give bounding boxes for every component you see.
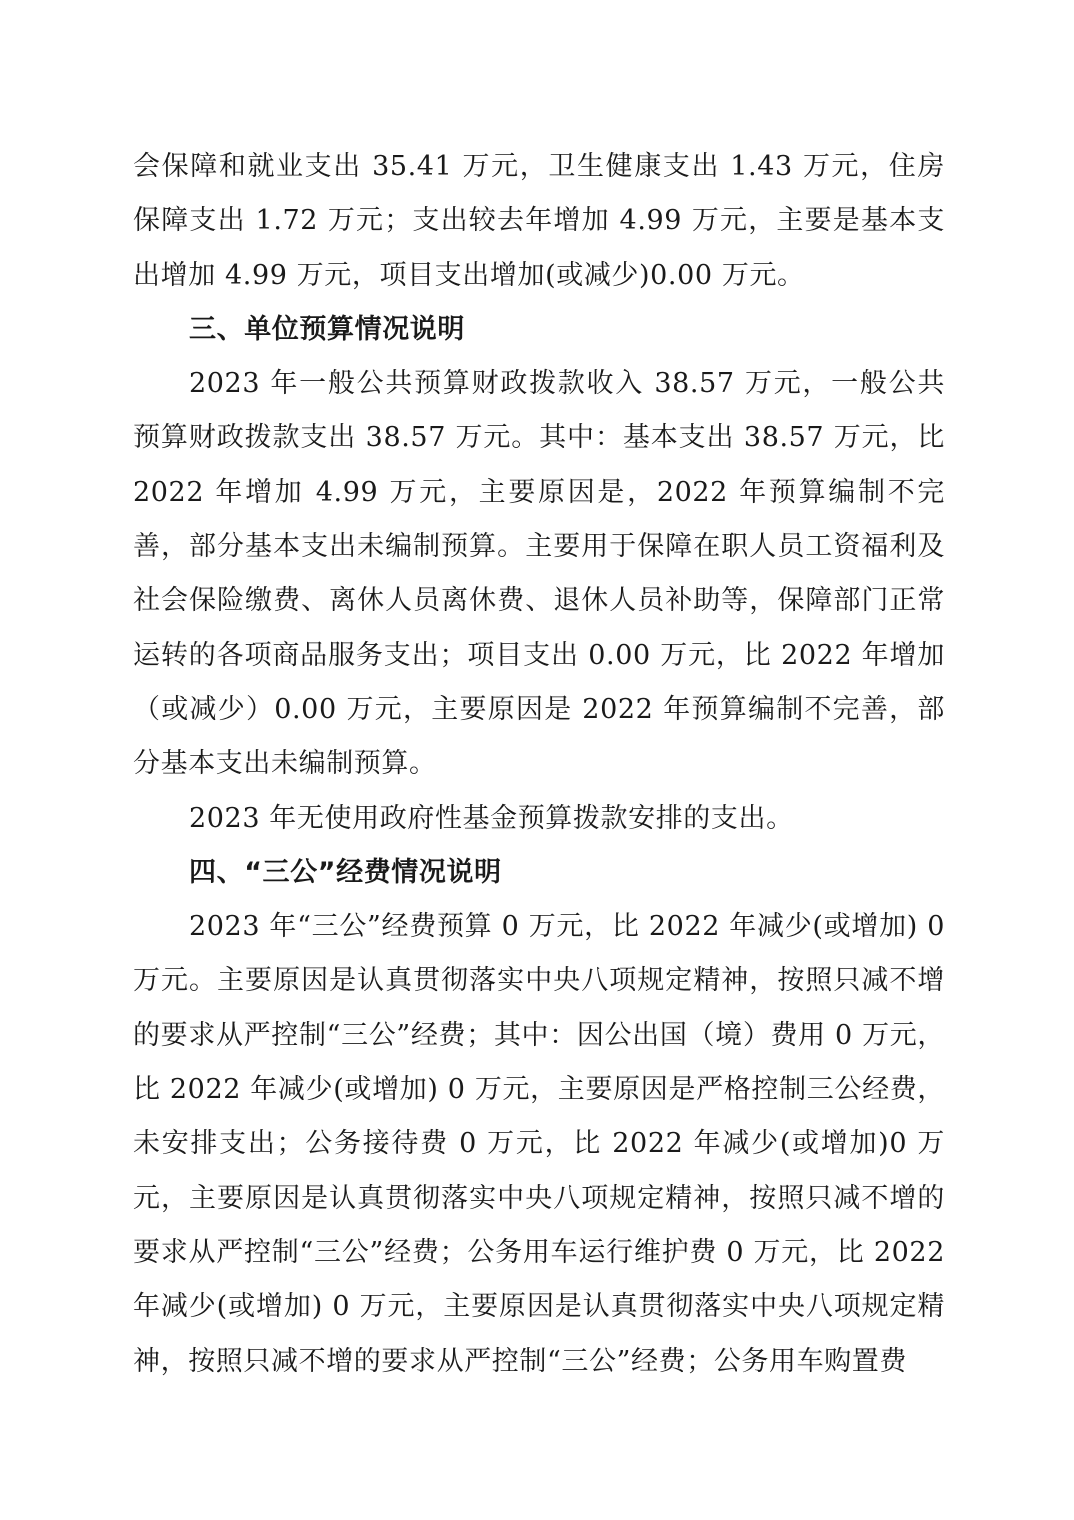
paragraph-three-public-expenses: 2023 年“三公”经费预算 0 万元，比 2022 年减少(或增加) 0 万元。主要原因是认真贯彻落实中央八项规定精神，按照只减不增的要求从严控制“三公”经费；其中：因公出国（境）费用 0 万元，比 2022 年减少(或增加) 0 万元，主要原因是严格控制三公经费，未安排支出；公务接待费 0 万元，比 2022 年减少(或增加)0 万元，主要原因是认真贯彻落实中央八项规定精神，按照只减不增的要求从严控制“三公”经费；公务用车运行维护费 0 万元，比 2022 年减少(或增加) 0 万元，主要原因是认真贯彻落实中央八项规定精神，按照只减不增的要求从严控制“三公”经费；公务用车购置费 <box>133 911 945 1377</box>
section-heading-3: 三、单位预算情况说明 <box>189 313 465 345</box>
paragraph-continued: 会保障和就业支出 35.41 万元，卫生健康支出 1.43 万元，住房保障支出 1.72 万元；支出较去年增加 4.99 万元，主要是基本支出增加 4.99 万元，项目支出增加(或减少)0.00 万元。 <box>133 151 945 291</box>
document-body <box>133 140 945 1389</box>
paragraph-fund-budget: 2023 年无使用政府性基金预算拨款安排的支出。 <box>189 802 794 834</box>
section-heading-4: 四、“三公”经费情况说明 <box>189 856 502 888</box>
paragraph-budget-overview: 2023 年一般公共预算财政拨款收入 38.57 万元，一般公共预算财政拨款支出 38.57 万元。其中：基本支出 38.57 万元，比 2022 年增加 4.99 万元，主要原因是，2022 年预算编制不完善，部分基本支出未编制预算。主要用于保障在职人员工资福利及社会保险缴费、离休人员离休费、退休人员补助等，保障部门正常运转的各项商品服务支出；项目支出 0.00 万元，比 2022 年增加（或减少）0.00 万元，主要原因是 2022 年预算编制不完善，部分基本支出未编制预算。 <box>133 368 945 780</box>
